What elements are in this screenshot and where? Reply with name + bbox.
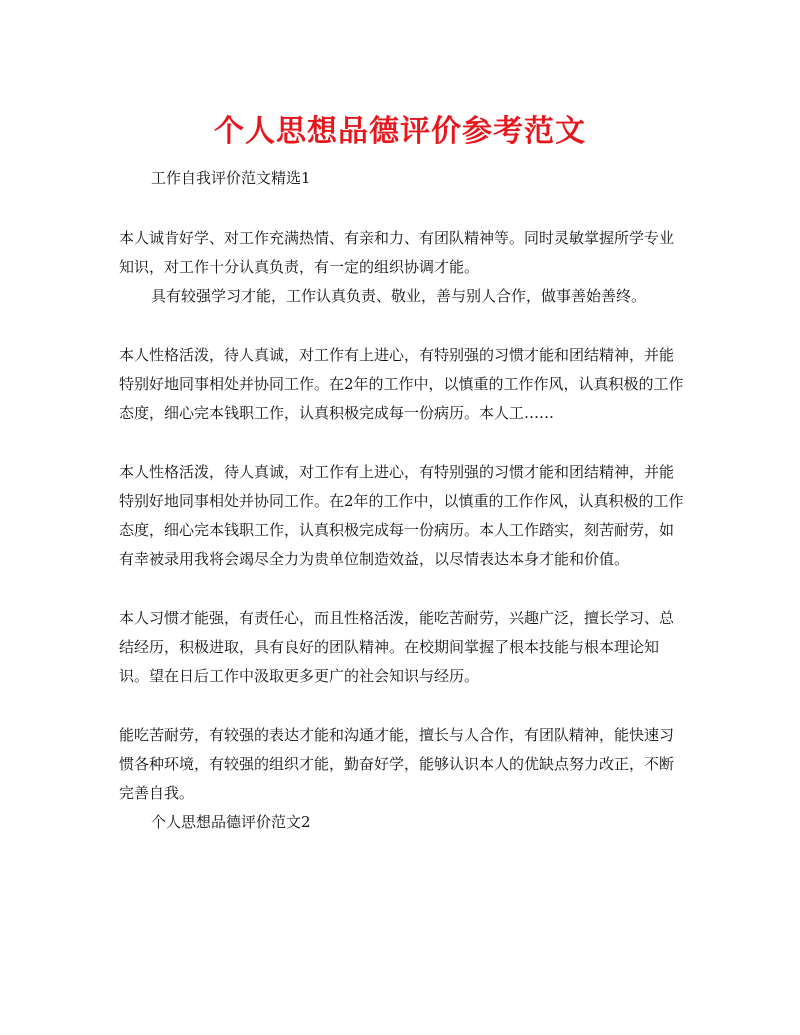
paragraph-1: 本人诚肯好学、对工作充满热情、有亲和力、有团队精神等。同时灵敏掌握所学专业知识，对工作十分认真负责，有一定的组织协调才能。 <box>119 229 675 276</box>
spacer <box>119 574 684 604</box>
spacer <box>119 428 684 458</box>
document-title: 个人思想品德评价参考范文 <box>214 114 586 149</box>
subheading-1: 工作自我评价范文精选1 <box>151 169 311 187</box>
paragraph-4: 本人性格活泼，待人真诚，对工作有上进心，有特别强的习惯才能和团结精神，并能特别好地同事相处并协同工作。在2年的工作中，以慎重的工作作风，认真积极的工作态度，细心完本钱职工作，认真积极完成每一份病历。本人工作踏实，刻苦耐劳，如有幸被录用我将会竭尽全力为贵单位制造效益，以尽情表达本身才能和价值。 <box>119 463 684 568</box>
paragraph-2: 具有较强学习才能，工作认真负责、敬业，善与别人合作，做事善始善终。 <box>151 287 647 305</box>
subheading-2: 个人思想品德评价范文2 <box>151 813 311 831</box>
spacer <box>119 193 684 224</box>
document-body <box>119 164 684 837</box>
paragraph-6: 能吃苦耐劳，有较强的表达才能和沟通才能，擅长与人合作，有团队精神，能快速习惯各种环境，有较强的组织才能，勤奋好学，能够认识本人的优缺点努力改正，不断完善自我。 <box>119 726 675 802</box>
paragraph-3: 本人性格活泼，待人真诚，对工作有上进心，有特别强的习惯才能和团结精神，并能特别好地同事相处并协同工作。在2年的工作中，以慎重的工作作风，认真积极的工作态度，细心完本钱职工作，认真积极完成每一份病历。本人工…… <box>119 346 684 422</box>
spacer <box>119 311 684 341</box>
spacer <box>119 691 684 721</box>
paragraph-5: 本人习惯才能强，有责任心，而且性格活泼，能吃苦耐劳，兴趣广泛，擅长学习、总结经历，积极进取，具有良好的团队精神。在校期间掌握了根本技能与根本理论知识。望在日后工作中汲取更多更广的社会知识与经历。 <box>119 609 675 685</box>
